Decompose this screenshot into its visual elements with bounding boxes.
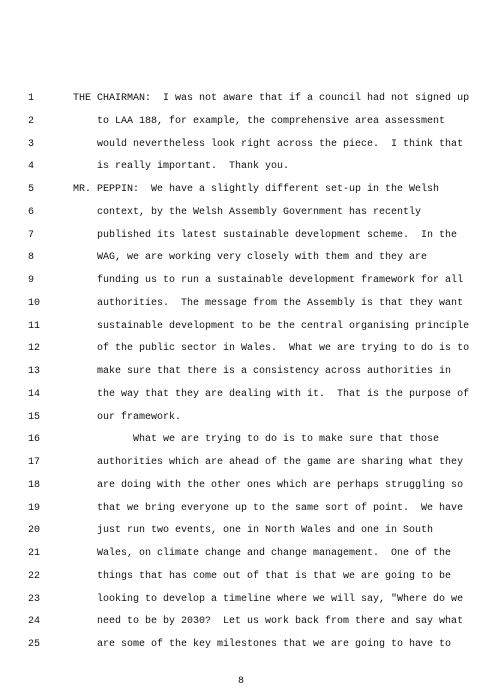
transcript-line (0, 134, 482, 157)
line-text: authorities. The message from the Assembly is that they want (73, 297, 464, 309)
line-text: funding us to run a sustainable development framework for all (73, 275, 464, 286)
line-number: 10 (28, 297, 41, 309)
transcript-line (0, 520, 482, 543)
line-text: THE CHAIRMAN: I was not aware that if a council had not signed up (73, 93, 470, 104)
line-number: 21 (28, 548, 41, 559)
line-number: 6 (28, 206, 35, 218)
transcript-line (0, 589, 482, 612)
transcript-line (0, 202, 482, 225)
line-number: 1 (28, 93, 35, 104)
line-text: just run two events, one in North Wales and one in South (73, 525, 434, 537)
transcript-line (0, 429, 482, 452)
transcript-line (0, 611, 482, 634)
transcript-line (0, 338, 482, 361)
line-number: 2 (28, 115, 35, 127)
line-text: WAG, we are working very closely with them and they are (73, 252, 428, 264)
line-text: of the public sector in Wales. What we are trying to do is to (73, 343, 470, 355)
line-number: 12 (28, 343, 41, 355)
transcript-line (0, 88, 482, 111)
line-number: 25 (28, 639, 41, 650)
line-number: 24 (28, 616, 41, 628)
line-text: authorities which are ahead of the game are sharing what they (73, 457, 464, 468)
line-text: our framework. (73, 411, 182, 423)
transcript-line (0, 384, 482, 407)
line-text: make sure that there is a consistency across authorities in (73, 366, 452, 377)
line-text: to LAA 188, for example, the comprehensive area assessment (73, 115, 446, 127)
line-text: the way that they are dealing with it. That is the purpose of (73, 388, 470, 400)
line-number: 20 (28, 525, 41, 537)
line-text: Wales, on climate change and change management. One of the (73, 548, 452, 559)
line-text: published its latest sustainable development scheme. In the (73, 229, 458, 241)
line-text: would nevertheless look right across the piece. I think that (73, 138, 464, 150)
line-text: are some of the key milestones that we are going to have to (73, 639, 452, 650)
transcript-line (0, 316, 482, 339)
line-number: 23 (28, 593, 41, 605)
line-number: 9 (28, 275, 35, 286)
line-text: are doing with the other ones which are perhaps struggling so (73, 479, 464, 491)
transcript-line (0, 270, 482, 293)
line-text: things that has come out of that is that we are going to be (73, 570, 452, 582)
line-number: 16 (28, 434, 41, 446)
transcript-line (0, 452, 482, 475)
line-number: 13 (28, 366, 41, 377)
line-text: MR. PEPPIN: We have a slightly different set-up in the Welsh (73, 184, 440, 195)
line-number: 14 (28, 388, 41, 400)
transcript-line (0, 293, 482, 316)
line-number: 22 (28, 570, 41, 582)
transcript-line (0, 475, 482, 498)
transcript-line (0, 361, 482, 384)
line-text: that we bring everyone up to the same sort of point. We have (73, 502, 464, 514)
line-text: What we are trying to do is to make sure that those (73, 434, 440, 446)
line-number: 7 (28, 229, 35, 241)
line-number: 18 (28, 479, 41, 491)
transcript-lines (0, 88, 482, 657)
line-number: 3 (28, 138, 35, 150)
transcript-line (0, 543, 482, 566)
line-text: is really important. Thank you. (73, 161, 290, 173)
line-text: looking to develop a timeline where we will say, "Where do we (73, 593, 464, 605)
transcript-line (0, 634, 482, 657)
line-text: context, by the Welsh Assembly Government has recently (73, 206, 422, 218)
transcript-line (0, 247, 482, 270)
page-number: 8 (237, 676, 244, 687)
line-text: need to be by 2030? Let us work back from there and say what (73, 616, 464, 628)
transcript-line (0, 179, 482, 202)
line-number: 4 (28, 161, 35, 173)
line-number: 15 (28, 411, 41, 423)
line-number: 11 (28, 320, 41, 332)
line-number: 19 (28, 502, 41, 514)
line-number: 17 (28, 457, 41, 468)
transcript-line (0, 566, 482, 589)
line-number: 8 (28, 252, 35, 264)
transcript-line (0, 111, 482, 134)
line-text: sustainable development to be the central organising principle (73, 320, 470, 332)
line-number: 5 (28, 184, 35, 195)
transcript-line (0, 156, 482, 179)
transcript-line (0, 407, 482, 430)
transcript-line (0, 498, 482, 521)
transcript-line (0, 225, 482, 248)
